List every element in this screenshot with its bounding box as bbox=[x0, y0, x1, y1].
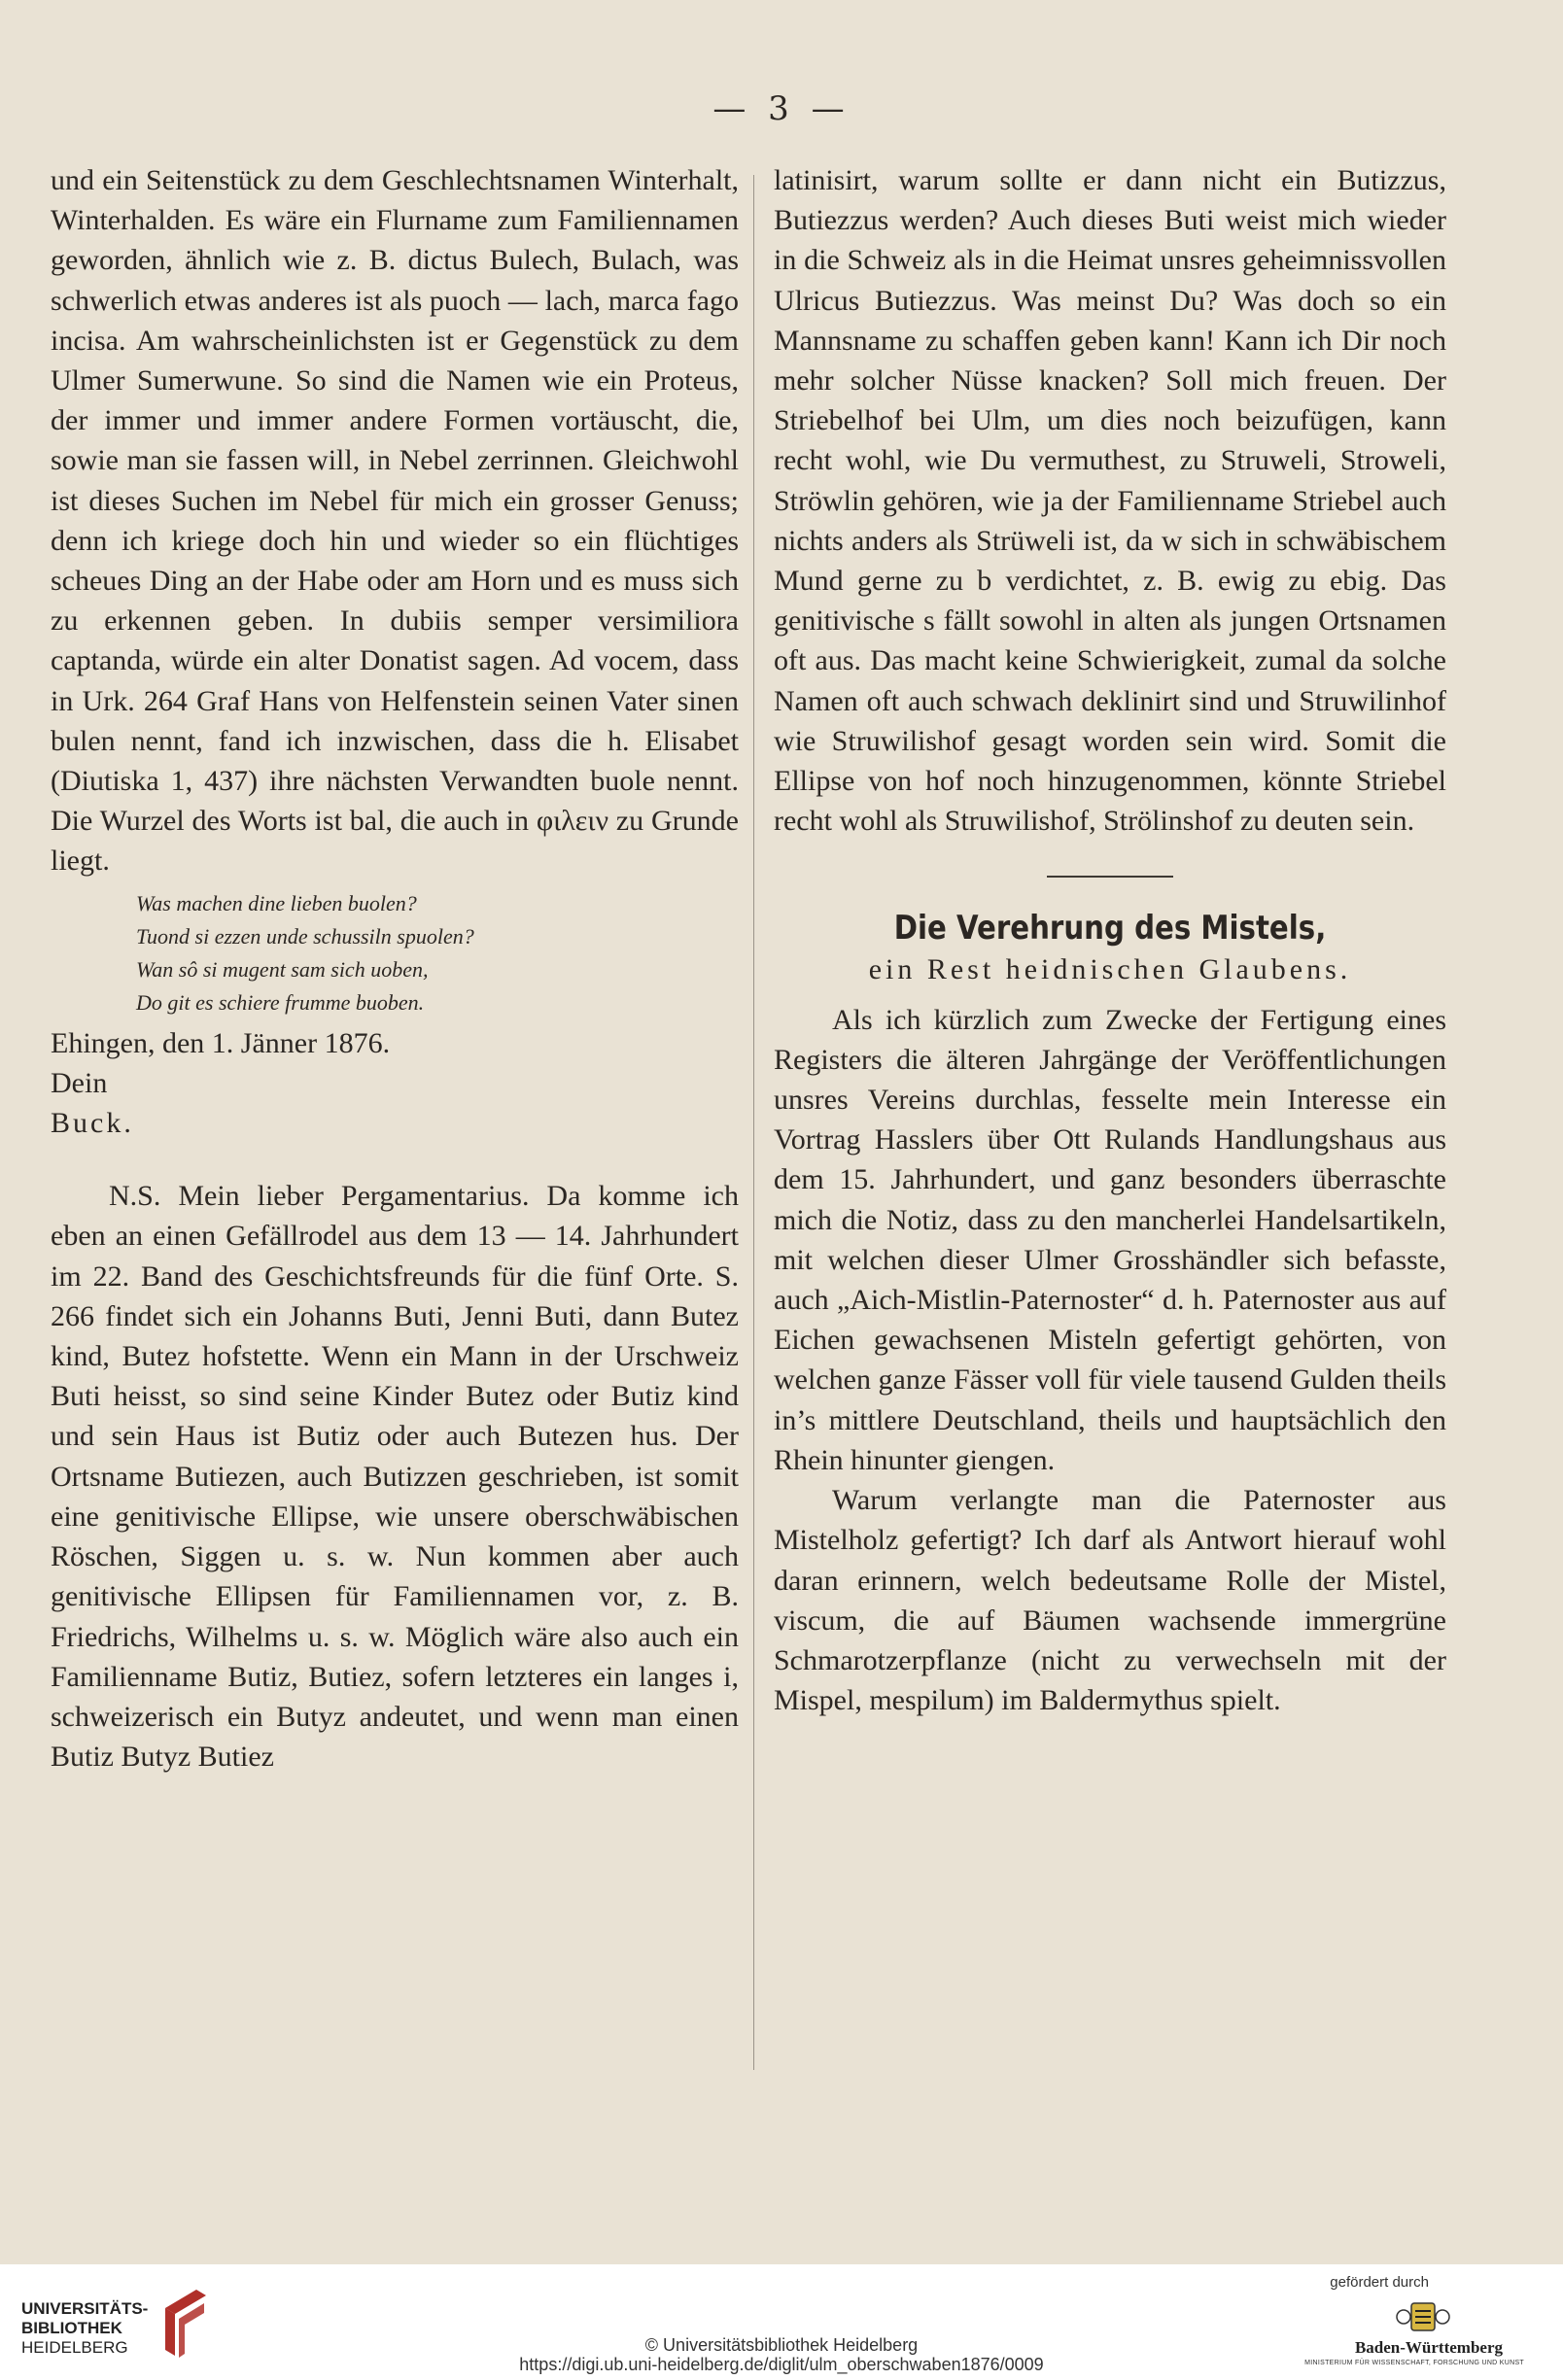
column-divider bbox=[753, 175, 754, 2070]
left-column bbox=[51, 160, 739, 1776]
verse-line: Do git es schiere frumme buoben. bbox=[136, 989, 425, 1015]
verse-line: Wan sô si mugent sam sich uoben, bbox=[136, 956, 429, 982]
body-paragraph: Warum verlangte man die Paternoster aus Mistelholz gefertigt? Ich darf als Antwort hierauf wohl daran erinnern, welch bedeutsame Rolle der Mistel, viscum, die auf Bäumen wachsende immergrüne Schmarotzerpflanze (nicht zu verwechseln mit der Mispel, mespilum) im Baldermythus spielt. bbox=[774, 1484, 1446, 1717]
ministry-name: MINISTERIUM FÜR WISSENSCHAFT, FORSCHUNG UND KUNST bbox=[1304, 2360, 1524, 2366]
footer-bar bbox=[0, 2264, 1563, 2380]
state-name: Baden-Württemberg bbox=[1354, 2338, 1503, 2357]
page-number: — 3 — bbox=[712, 89, 851, 128]
section-rule bbox=[1047, 876, 1173, 878]
copyright-notice: © Universitätsbibliothek Heidelberg bbox=[644, 2335, 919, 2355]
library-name-line: HEIDELBERG bbox=[21, 2338, 128, 2357]
source-url-link[interactable]: https://digi.ub.uni-heidelberg.de/diglit/ulm_oberschwaben1876/0009 bbox=[519, 2355, 1044, 2374]
library-name-line: UNIVERSITÄTS- bbox=[21, 2299, 149, 2318]
body-paragraph: und ein Seitenstück zu dem Geschlechtsnamen Winterhalt, Winterhalden. Es wäre ein Flurname zum Familiennamen geworden, ähnlich wie z. B. dictus Bulech, Bulach, was schwerlich etwas anderes ist als puoch — lach, marca fago incisa. Am wahrscheinlichsten ist er Gegenstück zu dem Ulmer Sumerwune. So sind die Namen wie ein Proteus, der immer und immer andere Formen vortäuscht, die, sowie man sie fassen will, in Nebel zerrinnen. Gleichwohl ist dieses Suchen im Nebel für mich ein grosser Genuss; denn ich kriege doch hin und wieder so ein flüchtiges scheues Ding an der Habe oder am Horn und es muss sich zu erkennen geben. In dubiis semper versimiliora captanda, würde ein alter Donatist sagen. Ad vocem, dass in Urk. 264 Graf Hans von Helfenstein seinen Vater sinen bulen nennt, fand ich inzwischen, dass die h. Elisabet (Diutiska 1, 437) ihre nächsten Verwandten buole nennt. Die Wurzel des Worts ist bal, die auch in φιλειν zu Grunde liegt. bbox=[51, 164, 739, 878]
dateline: Ehingen, den 1. Jänner 1876. bbox=[51, 1026, 391, 1059]
funded-by-label: gefördert durch bbox=[1330, 2274, 1429, 2291]
letter-signature: Buck. bbox=[51, 1107, 134, 1140]
verse-line: Was machen dine lieben buolen? bbox=[136, 890, 417, 915]
verse-line: Tuond si ezzen unde schussiln spuolen? bbox=[136, 923, 474, 949]
postscript-paragraph: N.S. Mein lieber Pergamentarius. Da komme ich eben an einen Gefällrodel aus dem 13 — 14. Jahrhundert im 22. Band des Geschichtsfreunds für die fünf Orte. S. 266 findet sich ein Johanns Buti, Jenni Buti, dann Butez kind, Butez hofstette. Wenn ein Mann in der Urschweiz Buti heisst, so sind seine Kinder Butez oder Butiz kind und sein Haus ist Butiz oder auch Butezen hus. Der Ortsname Butiezen, auch Butizzen geschrieben, ist somit eine genitivische Ellipse, wie unsere oberschwäbischen Röschen, Siggen u. s. w. Nun kommen aber auch genitivische Ellipsen für Familiennamen vor, z. B. Friedrichs, Wilhelms u. s. w. Möglich wäre also auch ein Familienname Butiz, Butiez, sofern letzteres ein langes i, schweizerisch ein Butyz andeutet, und wenn man einen Butiz Butyz Butiez bbox=[51, 1180, 739, 1774]
article-subheading: ein Rest heidnischen Glaubens. bbox=[868, 953, 1352, 986]
right-column bbox=[774, 160, 1446, 1720]
baden-wuerttemberg-emblem-icon bbox=[1394, 2299, 1452, 2334]
body-paragraph: Als ich kürzlich zum Zwecke der Fertigung eines Registers die älteren Jahrgänge der Veröffentlichungen unsres Vereins durchlas, fesselte mein Interesse ein Vortrag Hasslers über Ott Rulands Handlungshaus aus dem 15. Jahrhundert, und ganz besonders überraschte mich die Notiz, dass zu den mancherlei Handelsartikeln, mit welchen dieser Ulmer Grosshändler sich befasste, auch „Aich-Mistlin-Paternoster“ d. h. Paternoster aus auf Eichen gewachsenen Misteln gefertigt gehörten, von welchen ganze Fässer voll für viele tausend Gulden theils in’s mittlere Deutschland, theils und hauptsächlich den Rhein hinunter giengen. bbox=[774, 1003, 1446, 1476]
article-heading: Die Verehrung des Mistels, bbox=[893, 909, 1327, 949]
body-paragraph: latinisirt, warum sollte er dann nicht ein Butizzus, Butiezzus werden? Auch dieses Buti weist mich wieder in die Schweiz als in die Heimat unsres geheimnissvollen Ulricus Butiezzus. Was meinst Du? Was doch so ein Mannsname zu schaffen geben kann! Kann ich Dir noch mehr solcher Nüsse knacken? Soll mich freuen. Der Striebelhof bei Ulm, um dies noch beizufügen, kann recht wohl, wie Du vermuthest, zu Struweli, Stroweli, Ströwlin gehören, wie ja der Familienname Striebel auch nichts anders als Strüweli ist, da w sich in schwäbischem Mund gerne zu b verdichtet, z. B. ewig zu ebig. Das genitivische s fällt sowohl in alten als jungen Ortsnamen oft aus. Das macht keine Schwierigkeit, zumal da solche Namen oft auch schwach deklinirt sind und Struwilinhof wie Struwilishof gesagt worden sein wird. Somit die Ellipse von hof noch hinzugenommen, könnte Striebel recht wohl als Struwilishof, Strölinshof zu deuten sein. bbox=[774, 164, 1446, 838]
letter-closing: Dein bbox=[51, 1066, 108, 1099]
library-name-line: BIBLIOTHEK bbox=[21, 2319, 122, 2337]
verse-block bbox=[136, 887, 739, 1019]
